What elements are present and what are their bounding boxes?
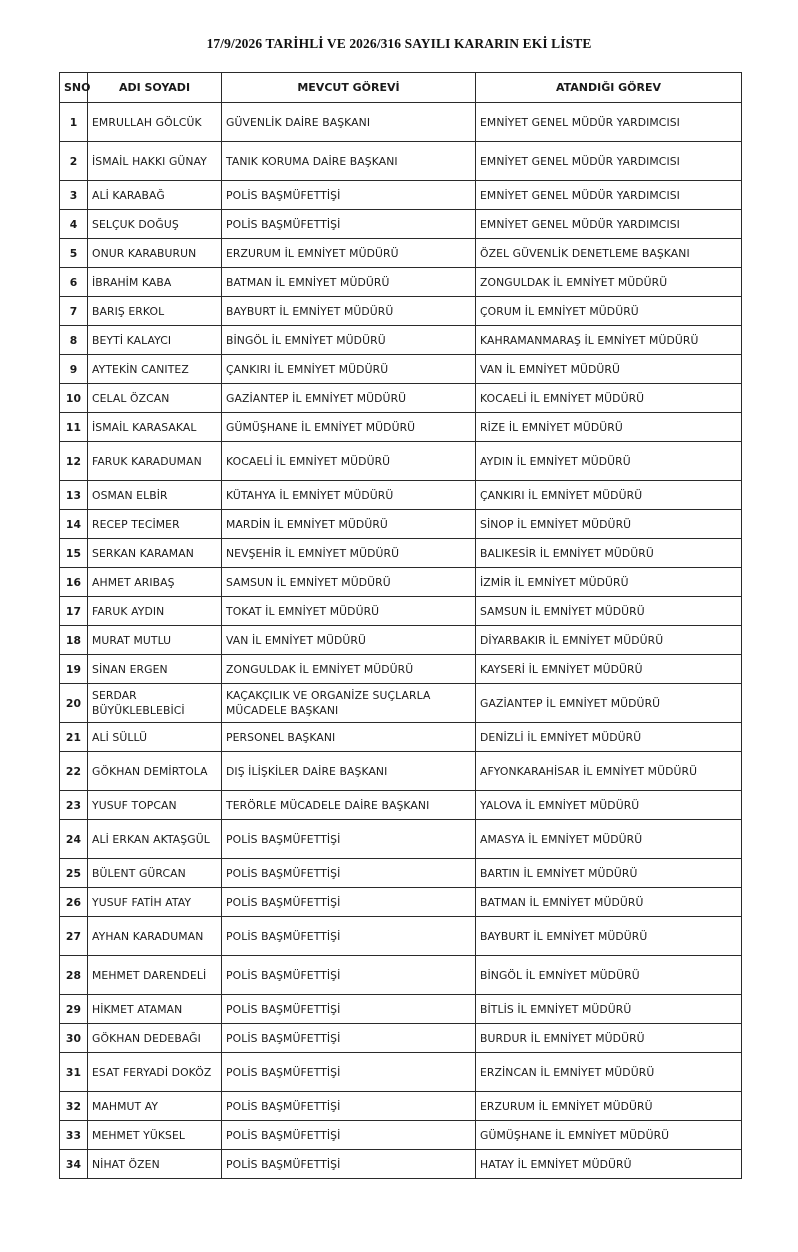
current-duty-cell: NEVŞEHİR İL EMNİYET MÜDÜRÜ <box>222 539 476 568</box>
assigned-duty-cell: BARTIN İL EMNİYET MÜDÜRÜ <box>476 859 742 888</box>
table-row <box>60 103 742 142</box>
table-row <box>60 539 742 568</box>
current-duty-cell: BATMAN İL EMNİYET MÜDÜRÜ <box>222 268 476 297</box>
row-number-cell: 3 <box>60 181 88 210</box>
name-cell: BEYTİ KALAYCI <box>88 326 222 355</box>
name-cell: AYTEKİN CANITEZ <box>88 355 222 384</box>
name-cell: ALİ ERKAN AKTAŞGÜL <box>88 820 222 859</box>
assigned-duty-cell: HATAY İL EMNİYET MÜDÜRÜ <box>476 1150 742 1179</box>
row-number-cell: 1 <box>60 103 88 142</box>
assigned-duty-cell: BALIKESİR İL EMNİYET MÜDÜRÜ <box>476 539 742 568</box>
row-number-cell: 15 <box>60 539 88 568</box>
table-row <box>60 684 742 723</box>
current-duty-cell: TANIK KORUMA DAİRE BAŞKANI <box>222 142 476 181</box>
row-number-cell: 24 <box>60 820 88 859</box>
current-duty-cell: TOKAT İL EMNİYET MÜDÜRÜ <box>222 597 476 626</box>
name-cell: MURAT MUTLU <box>88 626 222 655</box>
table-row <box>60 568 742 597</box>
assigned-duty-cell: SAMSUN İL EMNİYET MÜDÜRÜ <box>476 597 742 626</box>
column-header-current-duty: MEVCUT GÖREVİ <box>222 73 476 103</box>
row-number-cell: 20 <box>60 684 88 723</box>
current-duty-cell: MARDİN İL EMNİYET MÜDÜRÜ <box>222 510 476 539</box>
row-number-cell: 14 <box>60 510 88 539</box>
assigned-duty-cell: ÇORUM İL EMNİYET MÜDÜRÜ <box>476 297 742 326</box>
current-duty-cell: POLİS BAŞMÜFETTİŞİ <box>222 995 476 1024</box>
name-cell: NİHAT ÖZEN <box>88 1150 222 1179</box>
assigned-duty-cell: ERZİNCAN İL EMNİYET MÜDÜRÜ <box>476 1053 742 1092</box>
row-number-cell: 6 <box>60 268 88 297</box>
current-duty-cell: POLİS BAŞMÜFETTİŞİ <box>222 917 476 956</box>
assigned-duty-cell: İZMİR İL EMNİYET MÜDÜRÜ <box>476 568 742 597</box>
assigned-duty-cell: YALOVA İL EMNİYET MÜDÜRÜ <box>476 791 742 820</box>
row-number-cell: 7 <box>60 297 88 326</box>
assigned-duty-cell: ÇANKIRI İL EMNİYET MÜDÜRÜ <box>476 481 742 510</box>
assigned-duty-cell: EMNİYET GENEL MÜDÜR YARDIMCISI <box>476 210 742 239</box>
name-cell: ALİ SÜLLÜ <box>88 723 222 752</box>
name-cell: BARIŞ ERKOL <box>88 297 222 326</box>
assigned-duty-cell: ZONGULDAK İL EMNİYET MÜDÜRÜ <box>476 268 742 297</box>
name-cell: YUSUF FATİH ATAY <box>88 888 222 917</box>
current-duty-cell: POLİS BAŞMÜFETTİŞİ <box>222 1150 476 1179</box>
current-duty-cell: POLİS BAŞMÜFETTİŞİ <box>222 820 476 859</box>
table-row <box>60 1150 742 1179</box>
current-duty-cell: ÇANKIRI İL EMNİYET MÜDÜRÜ <box>222 355 476 384</box>
current-duty-cell: DIŞ İLİŞKİLER DAİRE BAŞKANI <box>222 752 476 791</box>
row-number-cell: 12 <box>60 442 88 481</box>
table-row <box>60 995 742 1024</box>
assigned-duty-cell: EMNİYET GENEL MÜDÜR YARDIMCISI <box>476 142 742 181</box>
assigned-duty-cell: KAHRAMANMARAŞ İL EMNİYET MÜDÜRÜ <box>476 326 742 355</box>
row-number-cell: 29 <box>60 995 88 1024</box>
name-cell: İSMAİL HAKKI GÜNAY <box>88 142 222 181</box>
name-cell: SİNAN ERGEN <box>88 655 222 684</box>
row-number-cell: 32 <box>60 1092 88 1121</box>
table-row <box>60 1024 742 1053</box>
table-row <box>60 413 742 442</box>
current-duty-cell: POLİS BAŞMÜFETTİŞİ <box>222 181 476 210</box>
name-cell: SERKAN KARAMAN <box>88 539 222 568</box>
row-number-cell: 25 <box>60 859 88 888</box>
name-cell: İSMAİL KARASAKAL <box>88 413 222 442</box>
row-number-cell: 8 <box>60 326 88 355</box>
assigned-duty-cell: GAZİANTEP İL EMNİYET MÜDÜRÜ <box>476 684 742 723</box>
table-row <box>60 1092 742 1121</box>
table-row <box>60 888 742 917</box>
row-number-cell: 21 <box>60 723 88 752</box>
row-number-cell: 23 <box>60 791 88 820</box>
row-number-cell: 10 <box>60 384 88 413</box>
assigned-duty-cell: GÜMÜŞHANE İL EMNİYET MÜDÜRÜ <box>476 1121 742 1150</box>
table-row <box>60 1121 742 1150</box>
table-row <box>60 510 742 539</box>
appointment-table <box>59 72 742 1179</box>
current-duty-cell: POLİS BAŞMÜFETTİŞİ <box>222 210 476 239</box>
row-number-cell: 22 <box>60 752 88 791</box>
row-number-cell: 31 <box>60 1053 88 1092</box>
current-duty-cell: POLİS BAŞMÜFETTİŞİ <box>222 1024 476 1053</box>
row-number-cell: 5 <box>60 239 88 268</box>
column-header-name: ADI SOYADI <box>88 73 222 103</box>
table-row <box>60 481 742 510</box>
name-cell: RECEP TECİMER <box>88 510 222 539</box>
name-cell: YUSUF TOPCAN <box>88 791 222 820</box>
row-number-cell: 28 <box>60 956 88 995</box>
name-cell: AYHAN KARADUMAN <box>88 917 222 956</box>
column-header-sno: SNO <box>60 73 88 103</box>
table-row <box>60 268 742 297</box>
row-number-cell: 33 <box>60 1121 88 1150</box>
table-row <box>60 442 742 481</box>
row-number-cell: 4 <box>60 210 88 239</box>
table-row <box>60 210 742 239</box>
row-number-cell: 19 <box>60 655 88 684</box>
name-cell: GÖKHAN DEMİRTOLA <box>88 752 222 791</box>
name-cell: HİKMET ATAMAN <box>88 995 222 1024</box>
table-row <box>60 1053 742 1092</box>
column-header-assigned-duty: ATANDIĞI GÖREV <box>476 73 742 103</box>
table-row <box>60 723 742 752</box>
table-row <box>60 142 742 181</box>
name-cell: MEHMET DARENDELİ <box>88 956 222 995</box>
current-duty-cell: ERZURUM İL EMNİYET MÜDÜRÜ <box>222 239 476 268</box>
name-cell: FARUK AYDIN <box>88 597 222 626</box>
current-duty-cell: GAZİANTEP İL EMNİYET MÜDÜRÜ <box>222 384 476 413</box>
current-duty-cell: GÜVENLİK DAİRE BAŞKANI <box>222 103 476 142</box>
table-row <box>60 297 742 326</box>
row-number-cell: 17 <box>60 597 88 626</box>
assigned-duty-cell: EMNİYET GENEL MÜDÜR YARDIMCISI <box>476 103 742 142</box>
row-number-cell: 16 <box>60 568 88 597</box>
row-number-cell: 27 <box>60 917 88 956</box>
current-duty-cell: GÜMÜŞHANE İL EMNİYET MÜDÜRÜ <box>222 413 476 442</box>
assigned-duty-cell: SİNOP İL EMNİYET MÜDÜRÜ <box>476 510 742 539</box>
row-number-cell: 30 <box>60 1024 88 1053</box>
page-title: 17/9/2026 TARİHLİ VE 2026/316 SAYILI KARARIN EKİ LİSTE <box>206 36 592 51</box>
current-duty-cell: KAÇAKÇILIK VE ORGANİZE SUÇLARLA MÜCADELE BAŞKANI <box>222 684 476 723</box>
row-number-cell: 26 <box>60 888 88 917</box>
name-cell: ALİ KARABAĞ <box>88 181 222 210</box>
table-header-row <box>60 73 742 103</box>
name-cell: MAHMUT AY <box>88 1092 222 1121</box>
table-row <box>60 181 742 210</box>
row-number-cell: 11 <box>60 413 88 442</box>
current-duty-cell: POLİS BAŞMÜFETTİŞİ <box>222 956 476 995</box>
current-duty-cell: POLİS BAŞMÜFETTİŞİ <box>222 1121 476 1150</box>
table-row <box>60 859 742 888</box>
name-cell: GÖKHAN DEDEBAĞI <box>88 1024 222 1053</box>
current-duty-cell: SAMSUN İL EMNİYET MÜDÜRÜ <box>222 568 476 597</box>
assigned-duty-cell: AMASYA İL EMNİYET MÜDÜRÜ <box>476 820 742 859</box>
current-duty-cell: BAYBURT İL EMNİYET MÜDÜRÜ <box>222 297 476 326</box>
assigned-duty-cell: EMNİYET GENEL MÜDÜR YARDIMCISI <box>476 181 742 210</box>
assigned-duty-cell: ERZURUM İL EMNİYET MÜDÜRÜ <box>476 1092 742 1121</box>
current-duty-cell: KÜTAHYA İL EMNİYET MÜDÜRÜ <box>222 481 476 510</box>
name-cell: ESAT FERYADİ DOKÖZ <box>88 1053 222 1092</box>
name-cell: SERDAR BÜYÜKLEBLEBİCİ <box>88 684 222 723</box>
current-duty-cell: POLİS BAŞMÜFETTİŞİ <box>222 1053 476 1092</box>
row-number-cell: 18 <box>60 626 88 655</box>
assigned-duty-cell: BİTLİS İL EMNİYET MÜDÜRÜ <box>476 995 742 1024</box>
name-cell: İBRAHİM KABA <box>88 268 222 297</box>
name-cell: AHMET ARIBAŞ <box>88 568 222 597</box>
assigned-duty-cell: DİYARBAKIR İL EMNİYET MÜDÜRÜ <box>476 626 742 655</box>
current-duty-cell: POLİS BAŞMÜFETTİŞİ <box>222 888 476 917</box>
table-row <box>60 956 742 995</box>
name-cell: CELAL ÖZCAN <box>88 384 222 413</box>
name-cell: BÜLENT GÜRCAN <box>88 859 222 888</box>
assigned-duty-cell: RİZE İL EMNİYET MÜDÜRÜ <box>476 413 742 442</box>
name-cell: OSMAN ELBİR <box>88 481 222 510</box>
row-number-cell: 2 <box>60 142 88 181</box>
assigned-duty-cell: AFYONKARAHİSAR İL EMNİYET MÜDÜRÜ <box>476 752 742 791</box>
current-duty-cell: VAN İL EMNİYET MÜDÜRÜ <box>222 626 476 655</box>
name-cell: EMRULLAH GÖLCÜK <box>88 103 222 142</box>
assigned-duty-cell: BİNGÖL İL EMNİYET MÜDÜRÜ <box>476 956 742 995</box>
current-duty-cell: KOCAELİ İL EMNİYET MÜDÜRÜ <box>222 442 476 481</box>
current-duty-cell: POLİS BAŞMÜFETTİŞİ <box>222 859 476 888</box>
assigned-duty-cell: BAYBURT İL EMNİYET MÜDÜRÜ <box>476 917 742 956</box>
row-number-cell: 13 <box>60 481 88 510</box>
table-row <box>60 355 742 384</box>
current-duty-cell: TERÖRLE MÜCADELE DAİRE BAŞKANI <box>222 791 476 820</box>
assigned-duty-cell: BATMAN İL EMNİYET MÜDÜRÜ <box>476 888 742 917</box>
assigned-duty-cell: BURDUR İL EMNİYET MÜDÜRÜ <box>476 1024 742 1053</box>
assigned-duty-cell: ÖZEL GÜVENLİK DENETLEME BAŞKANI <box>476 239 742 268</box>
table-row <box>60 239 742 268</box>
current-duty-cell: BİNGÖL İL EMNİYET MÜDÜRÜ <box>222 326 476 355</box>
table-row <box>60 820 742 859</box>
name-cell: ONUR KARABURUN <box>88 239 222 268</box>
assigned-duty-cell: VAN İL EMNİYET MÜDÜRÜ <box>476 355 742 384</box>
current-duty-cell: POLİS BAŞMÜFETTİŞİ <box>222 1092 476 1121</box>
table-row <box>60 326 742 355</box>
table-row <box>60 597 742 626</box>
table-row <box>60 655 742 684</box>
current-duty-cell: PERSONEL BAŞKANI <box>222 723 476 752</box>
table-row <box>60 626 742 655</box>
assigned-duty-cell: AYDIN İL EMNİYET MÜDÜRÜ <box>476 442 742 481</box>
table-row <box>60 384 742 413</box>
assigned-duty-cell: KAYSERİ İL EMNİYET MÜDÜRÜ <box>476 655 742 684</box>
table-row <box>60 917 742 956</box>
name-cell: FARUK KARADUMAN <box>88 442 222 481</box>
table-row <box>60 791 742 820</box>
name-cell: SELÇUK DOĞUŞ <box>88 210 222 239</box>
name-cell: MEHMET YÜKSEL <box>88 1121 222 1150</box>
row-number-cell: 34 <box>60 1150 88 1179</box>
assigned-duty-cell: DENİZLİ İL EMNİYET MÜDÜRÜ <box>476 723 742 752</box>
current-duty-cell: ZONGULDAK İL EMNİYET MÜDÜRÜ <box>222 655 476 684</box>
table-row <box>60 752 742 791</box>
row-number-cell: 9 <box>60 355 88 384</box>
assigned-duty-cell: KOCAELİ İL EMNİYET MÜDÜRÜ <box>476 384 742 413</box>
